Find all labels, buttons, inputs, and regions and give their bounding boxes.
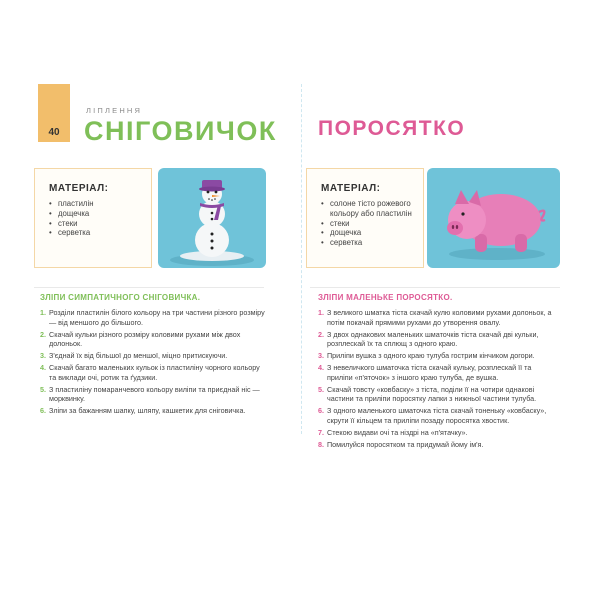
list-item: • солоне тісто рожевого кольору або пластилін (321, 199, 413, 219)
step-text: З двох однакових маленьких шматочків тіста скачай дві кульки, розплескай їх та сплющ з одного краю. (327, 329, 539, 349)
step-text: З одного маленького шматочка тіста скачай тоненьку «ковбаску», скрути її кільцем та приліпи позаду поросятка хвостик. (327, 406, 547, 425)
step-number: 6. (318, 406, 324, 416)
step-text: Зліпи за бажанням шапку, шляпу, кашкетик для сніговичка. (49, 406, 246, 416)
step-number: 4. (318, 363, 324, 373)
snowman-steps-list (40, 308, 265, 418)
step-number: 3. (318, 351, 324, 361)
list-item: • пластилін (49, 199, 141, 209)
page-divider (301, 84, 302, 434)
step-text: Помилуйся поросятком та придумай йому ім'я. (327, 439, 484, 449)
step-text: Скачай кульки різного розміру коловими рухами між двох долоньок. (49, 329, 241, 349)
section-divider (34, 287, 264, 288)
section-kicker: ЛІПЛЕННЯ (86, 106, 143, 115)
piglet-title: ПОРОСЯТКО (318, 117, 466, 140)
page-number-tab (38, 84, 70, 142)
list-item (318, 440, 558, 450)
piglet-materials-box (306, 168, 424, 268)
materials-heading: МАТЕРІАЛ: (321, 183, 381, 194)
step-text: Приліпи вушка з одного краю тулуба гострим кінчиком догори. (327, 351, 535, 361)
list-item: • стеки (49, 219, 141, 229)
list-item (318, 308, 558, 327)
step-text: З пластиліну помаранчевого кольору виліпи та приєднай ніс — морквинку. (49, 384, 260, 404)
step-number: 3. (40, 351, 46, 361)
step-number: 1. (318, 308, 324, 317)
step-text: З невеличкого шматочка тіста скачай кульку, розплескай її та приліпи «п'яточок» з іншого краю тулуба, де вушка. (327, 363, 532, 382)
piglet-photo (427, 168, 560, 268)
step-number: 6. (40, 406, 46, 416)
step-text: З великого шматка тіста скачай кулю коловими рухами долоньок, а потім покачай прямими рухами до утворення овалу. (327, 308, 552, 327)
list-item (40, 351, 265, 361)
step-number: 5. (40, 384, 46, 394)
list-item (40, 308, 265, 327)
materials-list (321, 199, 413, 248)
step-text: Скачай товсту «ковбаску» з тіста, поділи її на чотири однакові частини та приліпи поросятку лапки з нижньої частини тулуба. (327, 384, 537, 404)
snowman-photo (158, 168, 266, 268)
list-item (318, 330, 558, 349)
page-number: 40 (48, 127, 60, 138)
snowman-title: СНІГОВИЧОК (84, 116, 277, 146)
section-divider (310, 287, 560, 288)
step-number: 2. (40, 329, 46, 339)
list-item (318, 385, 558, 404)
piglet-steps-list (318, 308, 558, 452)
step-text: Скачай багато маленьких кульок із пластиліну чорного кольору та виклади очі, ротик та ґудзики. (49, 363, 260, 382)
list-item (40, 330, 265, 349)
list-item (318, 428, 558, 438)
snowman-steps-heading: ЗЛІПИ СИМПАТИЧНОГО СНІГОВИЧКА. (40, 293, 201, 302)
materials-list (49, 199, 141, 238)
list-item (40, 363, 265, 382)
list-item: • дощечка (321, 228, 413, 238)
list-item (318, 406, 558, 425)
step-number: 1. (40, 308, 46, 317)
step-number: 7. (318, 427, 324, 437)
materials-heading: МАТЕРІАЛ: (49, 183, 109, 194)
step-text: Стекою видави очі та ніздрі на «п'ятачку». (327, 427, 468, 437)
snowman-materials-box (34, 168, 152, 268)
piglet-steps-heading: ЗЛІПИ МАЛЕНЬКЕ ПОРОСЯТКО. (318, 293, 453, 302)
list-item: • серветка (49, 228, 141, 238)
step-number: 2. (318, 329, 324, 339)
list-item (40, 385, 265, 404)
step-number: 4. (40, 363, 46, 373)
step-text: З'єднай їх від більшої до меншої, міцно притискуючи. (49, 351, 228, 361)
step-text: Розділи пластилін білого кольору на три частини різного розміру — від меншого до більшого. (49, 308, 265, 327)
list-item: • дощечка (49, 209, 141, 219)
list-item (40, 406, 265, 416)
list-item (318, 363, 558, 382)
list-item: • серветка (321, 238, 413, 248)
list-item (318, 351, 558, 361)
list-item: • стеки (321, 219, 413, 229)
step-number: 5. (318, 384, 324, 394)
step-number: 8. (318, 439, 324, 449)
